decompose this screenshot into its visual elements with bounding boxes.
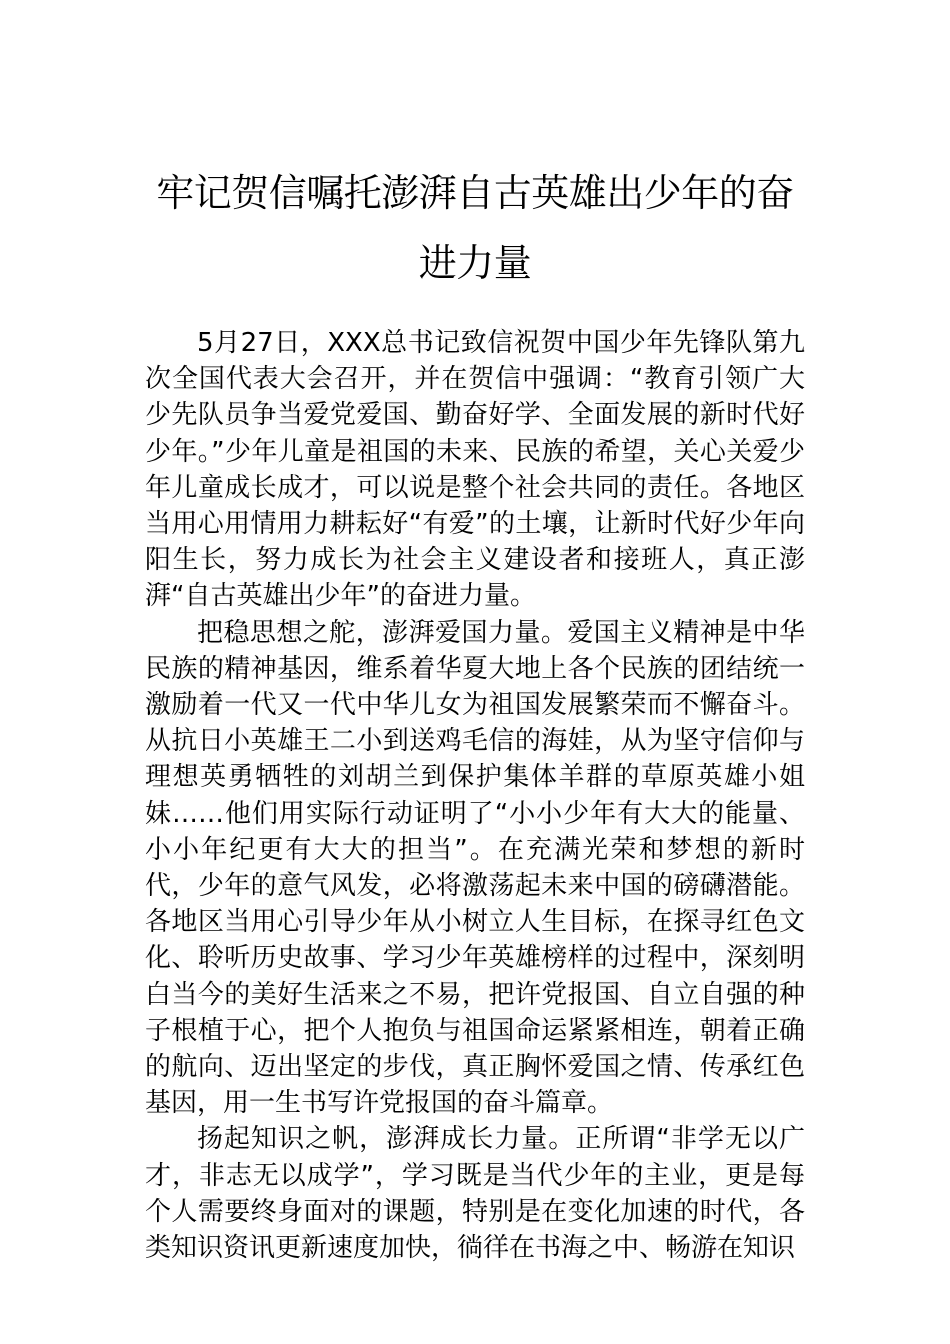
paragraph: 扬起知识之帆，澎湃成长力量。正所谓“非学无以广才，非志无以成学”，学习既是当代少年的主业，更是每个人需要终身面对的课题，特别是在变化加速的时代，各类知识资讯更新速度加快，徜徉在书海之中、畅游在知识 [145,1124,805,1264]
paragraph: 5月27日，XXX总书记致信祝贺中国少年先锋队第九次全国代表大会召开，并在贺信中强调：“教育引领广大少先队员争当爱党爱国、勤奋好学、全面发展的新时代好少年。”少年儿童是祖国的未来、民族的希望，关心关爱少年儿童成长成才，可以说是整个社会共同的责任。各地区当用心用情用力耕耘好“有爱”的土壤，让新时代好少年向阳生长，努力成长为社会主义建设者和接班人，真正澎湃“自古英雄出少年”的奋进力量。 [145,328,805,612]
document-body [145,325,805,1266]
document-title: 牢记贺信嘱托澎湃自古英雄出少年的奋进力量 [156,171,794,285]
paragraph: 把稳思想之舵，澎湃爱国力量。爱国主义精神是中华民族的精神基因，维系着华夏大地上各个民族的团结统一激励着一代又一代中华儿女为祖国发展繁荣而不懈奋斗。从抗日小英雄王二小到送鸡毛信的海娃，从为坚守信仰与理想英勇牺牲的刘胡兰到保护集体羊群的草原英雄小姐妹……他们用实际行动证明了“小小少年有大大的能量、小小年纪更有大大的担当”。在充满光荣和梦想的新时代，少年的意气风发，必将激荡起未来中国的磅礴潜能。各地区当用心引导少年从小树立人生目标，在探寻红色文化、聆听历史故事、学习少年英雄榜样的过程中，深刻明白当今的美好生活来之不易，把许党报国、自立自强的种子根植于心，把个人抱负与祖国命运紧紧相连，朝着正确的航向、迈出坚定的步伐，真正胸怀爱国之情、传承红色基因，用一生书写许党报国的奋斗篇章。 [145,617,805,1119]
